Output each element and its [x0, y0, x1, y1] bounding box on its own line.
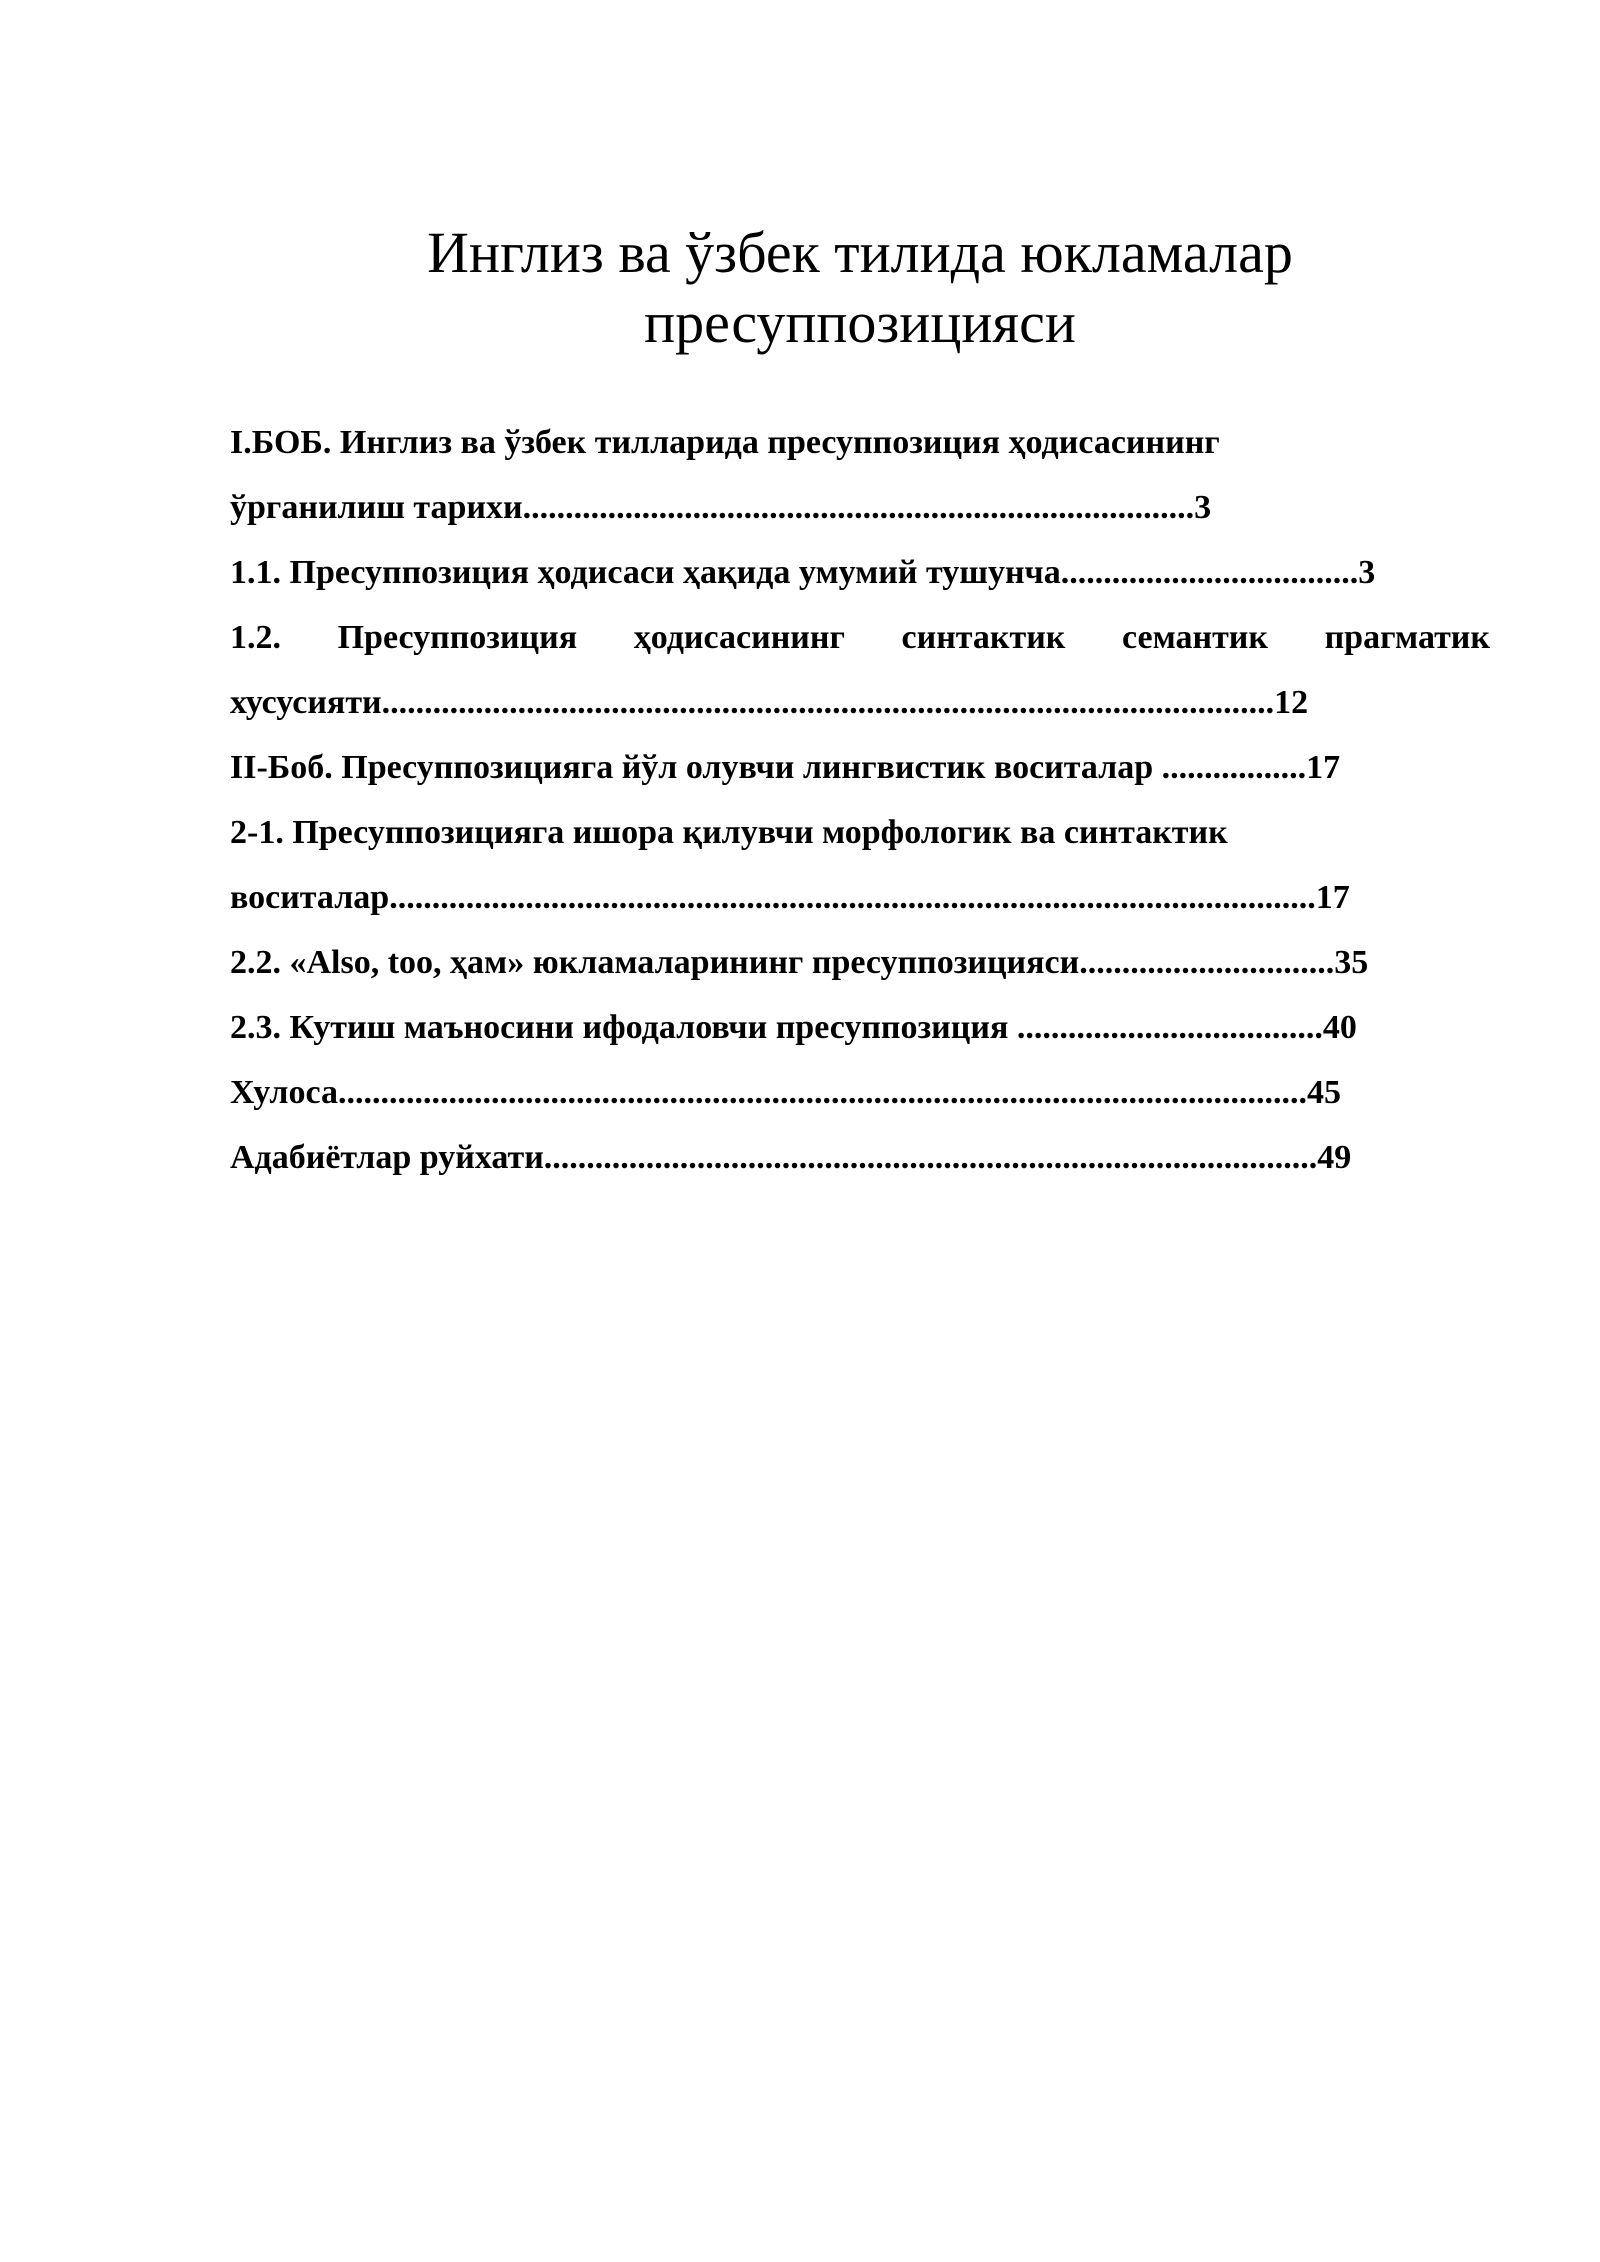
toc-entry-text: 1.2. Пресуппозиция ҳодисасининг синтактик семантик прагматик	[230, 619, 1490, 656]
title-line-2: пресуппозицияси	[644, 290, 1076, 355]
toc-entry-text: ўрганилиш тарихи...............................................................................3	[230, 489, 1212, 526]
toc-entry-2-3	[230, 995, 1490, 1060]
toc-entry-bibliography	[230, 1125, 1490, 1190]
toc-entry-2-1	[230, 800, 1490, 930]
toc-entry-text: воситалар.............................................................................................................17	[230, 879, 1350, 916]
toc-entry-text: 2-1. Пресуппозицияга ишора қилувчи морфологик ва синтактик	[230, 814, 1228, 851]
toc-entry-2-2	[230, 930, 1490, 995]
toc-entry-text: I.БОБ. Инглиз ва ўзбек тилларида пресуппозиция ҳодисасининг	[230, 424, 1220, 461]
document-title	[230, 218, 1490, 358]
toc-entry-text: хусусияти.........................................................................................................12	[230, 684, 1309, 721]
table-of-contents	[230, 410, 1490, 1190]
toc-entry-text: Хулоса..................................................................................................................45	[230, 1074, 1341, 1111]
toc-entry-text: II-Боб. Пресуппозицияга йўл олувчи лингвистик воситалар .................17	[230, 749, 1341, 786]
toc-entry-text: Адабиётлар руйхати...........................................................................................49	[230, 1139, 1352, 1176]
toc-entry-1-1	[230, 540, 1490, 605]
toc-entry-1-2	[230, 605, 1490, 735]
toc-entry-text: 1.1. Пресуппозиция ҳодисаси ҳақида умумий тушунча...................................3	[230, 554, 1376, 591]
toc-entry-conclusion	[230, 1060, 1490, 1125]
title-line-1: Инглиз ва ўзбек тилида юкламалар	[427, 220, 1293, 285]
toc-entry-text: 2.2. «Also, too, ҳам» юкламаларининг пресуппозицияси..............................35	[230, 944, 1369, 981]
toc-entry-chapter-2	[230, 735, 1490, 800]
toc-entry-text: 2.3. Кутиш маъносини ифодаловчи пресуппозиция ....................................40	[230, 1009, 1357, 1046]
toc-entry-chapter-1	[230, 410, 1490, 540]
